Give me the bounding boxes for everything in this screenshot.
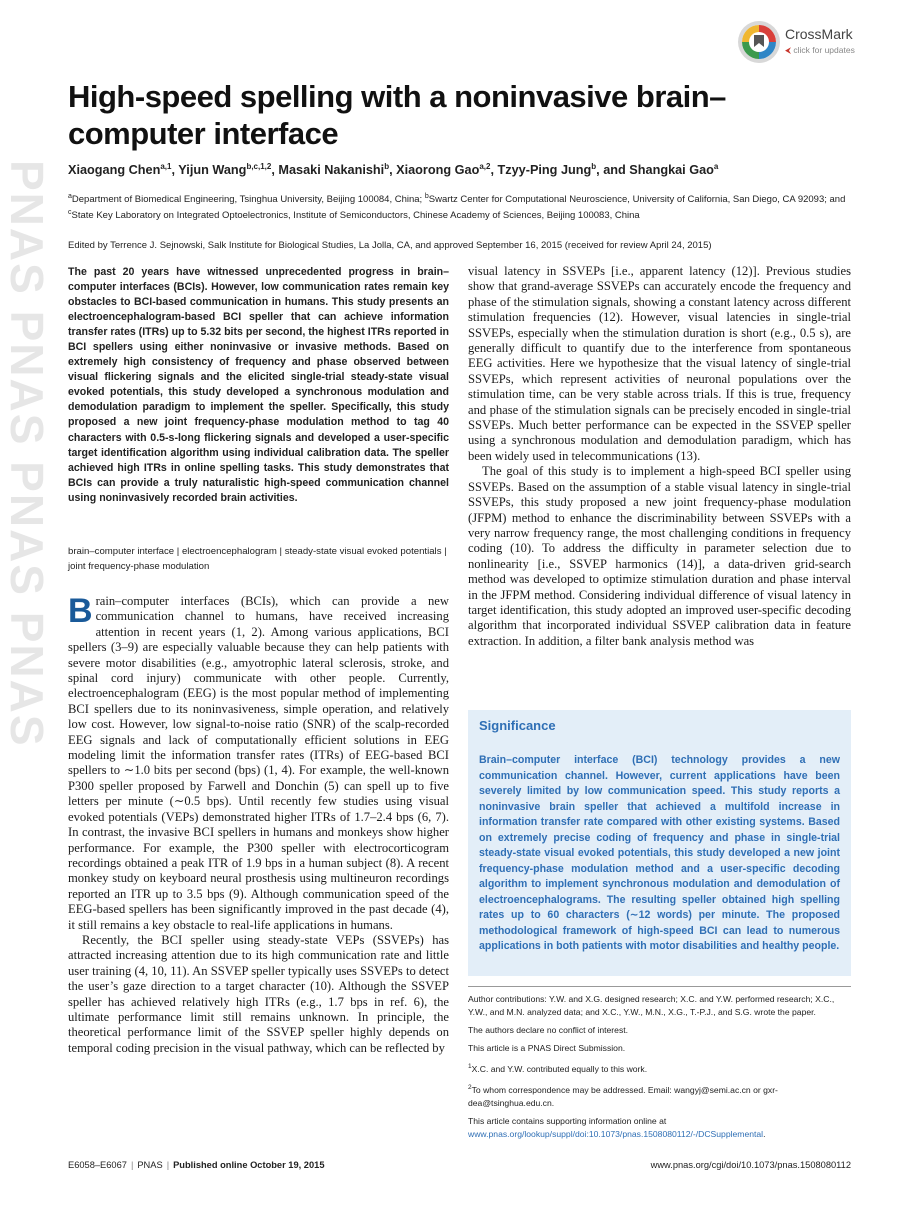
left-arrow-icon: ⮜	[785, 45, 794, 55]
keywords: brain–computer interface | electroencephalogram | steady-state visual evoked potentials | joint frequency-phase modulation	[68, 546, 447, 572]
body-paragraph: visual latency in SSVEPs [i.e., apparent latency (12)]. Previous studies show that grand-average SSVEPs can accurately encode the frequency and phase of the stimulation signals, showing a constant latency across different stimulation frequencies (12). However, visual latencies in single-trial SSVEPs, especially when the stimulation duration is short (e.g., 0.5 s), are generally difficult to quantify due to the interference from spontaneous EEG activities. Here we hypothesize that the visual latency of single-trial SSVEPs, which represent activities of neuronal populations over the stimulation time, can be very stable across trials. If this is true, frequency and phase of the stimulation signals can be precisely encoded in single-trial SSVEPs. Much better performance can be expected in the SSVEP speller using a synchronous modulation and demodulation paradigm, which has been widely used in telecommunications (13).	[468, 264, 851, 463]
body-paragraph	[68, 594, 449, 933]
paper-title: High-speed spelling with a noninvasive brain–computer interface	[68, 79, 726, 151]
supporting-info	[468, 1115, 851, 1141]
crossmark-subtitle-text: click for updates	[793, 45, 855, 55]
author-affiliation-marker: a,2	[479, 162, 491, 171]
conflict-statement: The authors declare no conflict of interest.	[468, 1025, 629, 1035]
author-affiliation-marker: b	[591, 162, 597, 171]
edited-by: Edited by Terrence J. Sejnowski, Salk Institute for Biological Studies, La Jolla, CA, and approved September 16, 2015 (received for review April 24, 2015)	[68, 240, 712, 251]
footnote-1-marker: 1	[468, 1063, 472, 1070]
footer-separator: |	[130, 1160, 134, 1170]
body-right-column	[468, 264, 851, 649]
footnote-2-marker: 2	[468, 1083, 472, 1091]
affiliation-marker: a	[68, 193, 72, 200]
body-paragraph: The goal of this study is to implement a high-speed BCI speller using SSVEPs. Based on the assumption of a stable visual latency in single-trial SSVEPs, this study proposed a new joint frequency-phase modulation (JFPM) method to enhance the discriminability between SSVEPs with a very narrow frequency range, the most challenging conditions in frequency coding (10). To address the difficulty in parameter selection due to nonlinearity [i.e., SSVEP harmonics (14)], a data-driven grid-search method was developed to optimize stimulation duration and phase interval in the JFPM method. Considering individual difference of visual latency in target identification, this study adopted an improved user-specific decoding algorithm that incorporated individual SSVEP calibration data in feature extraction. In addition, a filter bank analysis method was	[468, 464, 851, 648]
significance-box	[468, 710, 851, 976]
author-affiliation-marker: b	[384, 162, 390, 171]
footnote-divider	[468, 986, 851, 987]
author-list	[68, 162, 868, 177]
affiliation-text: Department of Biomedical Engineering, Tsinghua University, Beijing 100084, China;	[71, 194, 425, 206]
author-name: Tzyy-Ping Jung	[497, 163, 592, 178]
submission-statement: This article is a PNAS Direct Submission.	[468, 1043, 626, 1053]
author-name: Xiaorong Gao	[396, 163, 480, 178]
crossmark-icon	[737, 20, 781, 64]
drop-cap: B	[68, 592, 93, 630]
author-contributions: Author contributions: Y.W. and X.G. designed research; X.C. and Y.W. performed research; X.C., Y.W., and M.N. analyzed data; and X.C., Y.W., M.N., X.G., T.-P.J., and S.G. wrote the paper.	[468, 994, 835, 1017]
affiliation-text: Swartz Center for Computational Neuroscience, University of California, San Diego, CA 92093; and	[428, 194, 846, 206]
author-affiliation-marker: a,1	[160, 162, 172, 171]
footnote-2	[468, 1081, 851, 1110]
affiliation-marker: c	[68, 208, 72, 216]
footer-doi-url[interactable]: www.pnas.org/cgi/doi/10.1073/pnas.1508080112	[650, 1160, 851, 1170]
affiliation-marker: b	[424, 193, 429, 200]
journal-sidebar-text: PNAS PNAS PNAS PNAS	[1, 160, 53, 748]
author-affiliation-marker: b,c,1,2	[246, 162, 272, 171]
author-name: Masaki Nakanishi	[278, 163, 385, 178]
author-separator: ,	[171, 163, 179, 178]
significance-text: Brain–computer interface (BCI) technology provides a new communication channel. However, current applications have been severely limited by low communication speed. This study reports a noninvasive brain speller that achieved a multifold increase in information transfer rate compared with other existing systems. Based on extremely precise coding of frequency and phase in single-trial steady-state visual evoked potentials, this study developed a new joint frequency-phase modulation method and a user-specific decoding algorithm to implement synchronous modulation and demodulation of electroencephalograms. The resulting speller obtained high spelling rates up to 60 characters (∼12 words) per minute. The proposed methodological framework of high-speed BCI can lead to numerous applications in both patients with motor disabilities and healthy people.	[479, 754, 840, 952]
author-name: Xiaogang Chen	[68, 163, 161, 178]
footer-published: Published online October 19, 2015	[173, 1160, 325, 1170]
footer-pages: E6058–E6067	[68, 1160, 127, 1170]
footnote-1-text: X.C. and Y.W. contributed equally to this work.	[471, 1063, 648, 1074]
author-separator: ,	[389, 163, 397, 178]
author-separator: ,	[271, 163, 279, 178]
author-affiliation-marker: a	[713, 162, 719, 171]
footer-separator: |	[166, 1160, 170, 1170]
body-paragraph: Recently, the BCI speller using steady-state VEPs (SSVEPs) has attracted increasing attention due to its high communication rate and little user training (4, 10, 11). An SSVEP speller typically uses SSVEPs to detect the user’s gaze direction to a target character (10). Although the SSVEP speller has achieved relatively high ITRs (e.g., 1.7 bps in ref. 6), the ultimate performance limit still remains unknown. In principle, the theoretical performance limit of the SSVEP speller highly depends on temporal coding precision in the visual pathway, which can be reflected by	[68, 932, 449, 1055]
supporting-info-prefix: This article contains supporting information online at	[468, 1115, 667, 1126]
body-paragraph-text: rain–computer interfaces (BCIs), which can provide a new communication channel to humans, have received increasing attention in recent years (1, 2). Among various applications, BCI spellers (3–9) are especially valuable because they can help patients with severe motor disabilities (e.g., amyotrophic lateral sclerosis, stroke, and spinal cord injury) communicate with other people. Currently, electroencephalogram (EEG) is the most popular method of implementing BCI spellers due to its noninvasiveness, simple operation, and relatively low cost. However, low signal-to-noise ratio (SNR) of the scalp-recorded EEG signals and lack of computationally efficient solutions in EEG modeling limit the information transfer rates (ITRs) of EEG-based BCI spellers to ∼1.0 bits per second (bps) (1, 4). For example, the well-known P300 speller proposed by Farwell and Donchin (5) can spell up to five letters per minute (∼0.5 bps). Until recently few studies using visual evoked potentials (VEPs) demonstrated higher ITRs of 1.7–2.4 bps (6, 7). In contrast, the invasive BCI spellers in humans and monkeys show higher performance. For example, the P300 speller with electrocorticogram recordings obtained a peak ITR of 1.9 bps in a human subject (8). A recent monkey study on keyboard neural prosthesis using multineuron recordings reported an ITR up to 3.5 bps (9). Although communication speed of the EEG-based spellers has been significantly improved in the past decade (4), it still remains a key obstacle to real-life applications in humans.	[68, 594, 449, 932]
footer-left	[68, 1160, 325, 1170]
footnote-2-text: To whom correspondence may be addressed. Email: wangyj@semi.ac.cn or gxr-dea@tsinghua.edu.cn.	[468, 1084, 778, 1108]
abstract: The past 20 years have witnessed unprecedented progress in brain–computer interfaces (BCIs). However, low communication rates remain key obstacles to BCI-based communication in humans. This study presents an electroencephalogram-based BCI speller that can achieve information transfer rates (ITRs) up to 5.32 bits per second, the highest ITRs reported in BCI spellers using either noninvasive or invasive methods. Based on extremely high consistency of frequency and phase observed between visual flickering signals and the elicited single-trial steady-state visual evoked potentials, this study developed a synchronous modulation and demodulation paradigm to implement the speller. Specifically, this study proposed a new joint frequency-phase modulation method to tag 40 characters with 0.5-s-long flickering signals and developed a user-specific target identification algorithm using individual calibration data. The speller achieved high ITRs in online spelling tasks. This study demonstrates that BCIs can provide a truly naturalistic high-speed communication channel using noninvasively recorded brain activities.	[68, 266, 449, 504]
supporting-info-suffix: .	[763, 1128, 766, 1139]
author-name: Yijun Wang	[178, 163, 247, 178]
footnotes	[468, 986, 851, 1146]
crossmark-subtitle	[785, 45, 855, 56]
body-left-column	[68, 594, 449, 1056]
supporting-info-link[interactable]: www.pnas.org/lookup/suppl/doi:10.1073/pnas.1508080112/-/DCSupplemental	[468, 1128, 764, 1139]
footer-journal: PNAS	[137, 1160, 163, 1170]
affiliation-text: State Key Laboratory on Integrated Optoelectronics, Institute of Semiconductors, Chinese Academy of Sciences, Beijing 100083, China	[71, 209, 640, 221]
journal-sidebar-watermark	[1, 160, 53, 860]
author-separator: ,	[490, 163, 498, 178]
footnote-1	[468, 1060, 851, 1076]
significance-title: Significance	[479, 718, 556, 733]
author-separator: , and	[596, 163, 630, 178]
crossmark-badge[interactable]	[737, 20, 867, 70]
crossmark-title: CrossMark	[785, 26, 853, 42]
author-name: Shangkai Gao	[629, 163, 714, 178]
affiliations	[68, 191, 850, 222]
